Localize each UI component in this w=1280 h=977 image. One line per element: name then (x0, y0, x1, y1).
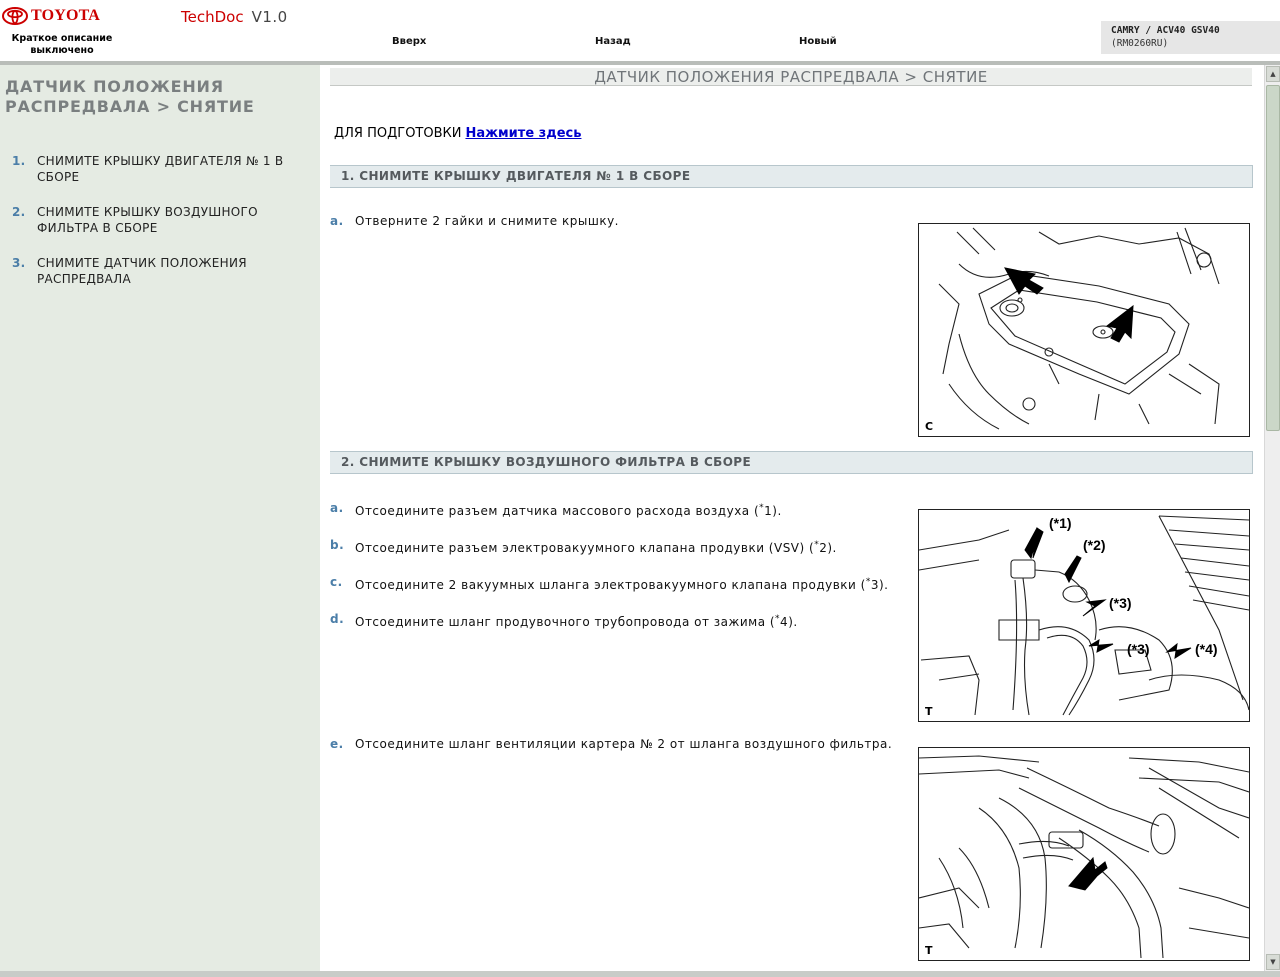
scroll-down-icon[interactable]: ▼ (1266, 954, 1280, 970)
model-name: CAMRY / ACV40 GSV40 (1111, 25, 1220, 36)
nav-new-button[interactable]: Новый (799, 36, 837, 47)
step-text: Отсоедините разъем датчика массового расхода воздуха (*1). (355, 503, 782, 518)
manual-code: (RM0260RU) (1111, 38, 1169, 49)
figure-code-letter: T (925, 944, 933, 957)
step-letter: a. (330, 214, 344, 228)
step-text: Отсоедините разъем электровакуумного клапана продувки (VSV) (*2). (355, 540, 837, 555)
sidebar-item-remove-camshaft-sensor[interactable] (12, 255, 312, 287)
status-bar (0, 971, 1280, 977)
app-header (0, 0, 1280, 62)
connectors-illustration (919, 510, 1249, 721)
sidebar-item-remove-engine-cover[interactable] (12, 153, 312, 185)
section-heading-2: 2. СНИМИТЕ КРЫШКУ ВОЗДУШНОГО ФИЛЬТРА В СБОРЕ (330, 451, 1253, 474)
sidebar-title-line-1: ДАТЧИК ПОЛОЖЕНИЯ (5, 77, 224, 96)
sidebar-item-number: 1. (12, 154, 26, 168)
callout-4: (*4) (1195, 641, 1218, 657)
nav-back-button[interactable]: Назад (595, 36, 631, 47)
callout-1: (*1) (1049, 515, 1072, 531)
step-letter: e. (330, 737, 344, 751)
step-text: Отверните 2 гайки и снимите крышку. (355, 214, 619, 228)
scrollbar-thumb[interactable] (1266, 85, 1280, 431)
brief-line-1: Краткое описание (11, 33, 113, 44)
app-name: TechDoc (181, 8, 244, 26)
vertical-scrollbar[interactable] (1264, 65, 1280, 971)
sidebar-title (5, 77, 255, 117)
preparation-line (334, 126, 581, 141)
scroll-up-icon[interactable]: ▲ (1266, 66, 1280, 82)
nav-up-button[interactable]: Вверх (392, 36, 427, 47)
step-2c (330, 574, 910, 593)
figure-engine-cover (918, 223, 1250, 437)
toyota-logo-icon (2, 7, 28, 25)
callout-3a: (*3) (1109, 595, 1132, 611)
sidebar-item-number: 2. (12, 205, 26, 219)
sidebar-item-number: 3. (12, 256, 26, 270)
step-letter: a. (330, 501, 344, 515)
brief-line-2: выключено (30, 45, 94, 56)
page-title: ДАТЧИК ПОЛОЖЕНИЯ РАСПРЕДВАЛА > СНЯТИЕ (330, 68, 1252, 86)
sidebar-title-line-2: РАСПРЕДВАЛА > СНЯТИЕ (5, 97, 255, 116)
section-heading-1: 1. СНИМИТЕ КРЫШКУ ДВИГАТЕЛЯ № 1 В СБОРЕ (330, 165, 1253, 188)
step-2b (330, 537, 910, 556)
brief-description-status[interactable] (0, 33, 124, 57)
figure-code-letter: T (925, 705, 933, 718)
preparation-label: ДЛЯ ПОДГОТОВКИ (334, 126, 462, 141)
step-2d (330, 611, 910, 630)
engine-cover-illustration (919, 224, 1249, 436)
toyota-logo (2, 5, 100, 27)
main-content (320, 65, 1264, 971)
sidebar-item-label: СНИМИТЕ КРЫШКУ ВОЗДУШНОГО ФИЛЬТРА В СБОРЕ (37, 205, 258, 235)
step-letter: c. (330, 575, 343, 589)
sidebar (0, 65, 320, 971)
step-1a (330, 213, 910, 229)
callout-3b: (*3) (1127, 641, 1150, 657)
preparation-link[interactable]: Нажмите здесь (465, 126, 582, 141)
figure-code-letter: C (925, 420, 934, 433)
brand-name: TOYOTA (31, 7, 101, 24)
app-title (181, 8, 288, 26)
model-info-box (1101, 21, 1280, 54)
step-letter: d. (330, 612, 345, 626)
step-letter: b. (330, 538, 345, 552)
sidebar-item-remove-air-filter-cover[interactable] (12, 204, 312, 236)
step-2a (330, 500, 910, 519)
sidebar-item-label: СНИМИТЕ КРЫШКУ ДВИГАТЕЛЯ № 1 В СБОРЕ (37, 154, 284, 184)
figure-ventilation-hose (918, 747, 1250, 961)
step-text: Отсоедините 2 вакуумных шланга электровакуумного клапана продувки (*3). (355, 577, 889, 592)
sidebar-item-label: СНИМИТЕ ДАТЧИК ПОЛОЖЕНИЯ РАСПРЕДВАЛА (37, 256, 247, 286)
ventilation-hose-illustration (919, 748, 1249, 960)
app-version: V1.0 (251, 8, 288, 26)
figure-connectors (918, 509, 1250, 722)
step-2e (330, 736, 910, 752)
callout-2: (*2) (1083, 537, 1106, 553)
step-text: Отсоедините шланг вентиляции картера № 2 от шланга воздушного фильтра. (355, 737, 893, 751)
step-text: Отсоедините шланг продувочного трубопровода от зажима (*4). (355, 614, 798, 629)
